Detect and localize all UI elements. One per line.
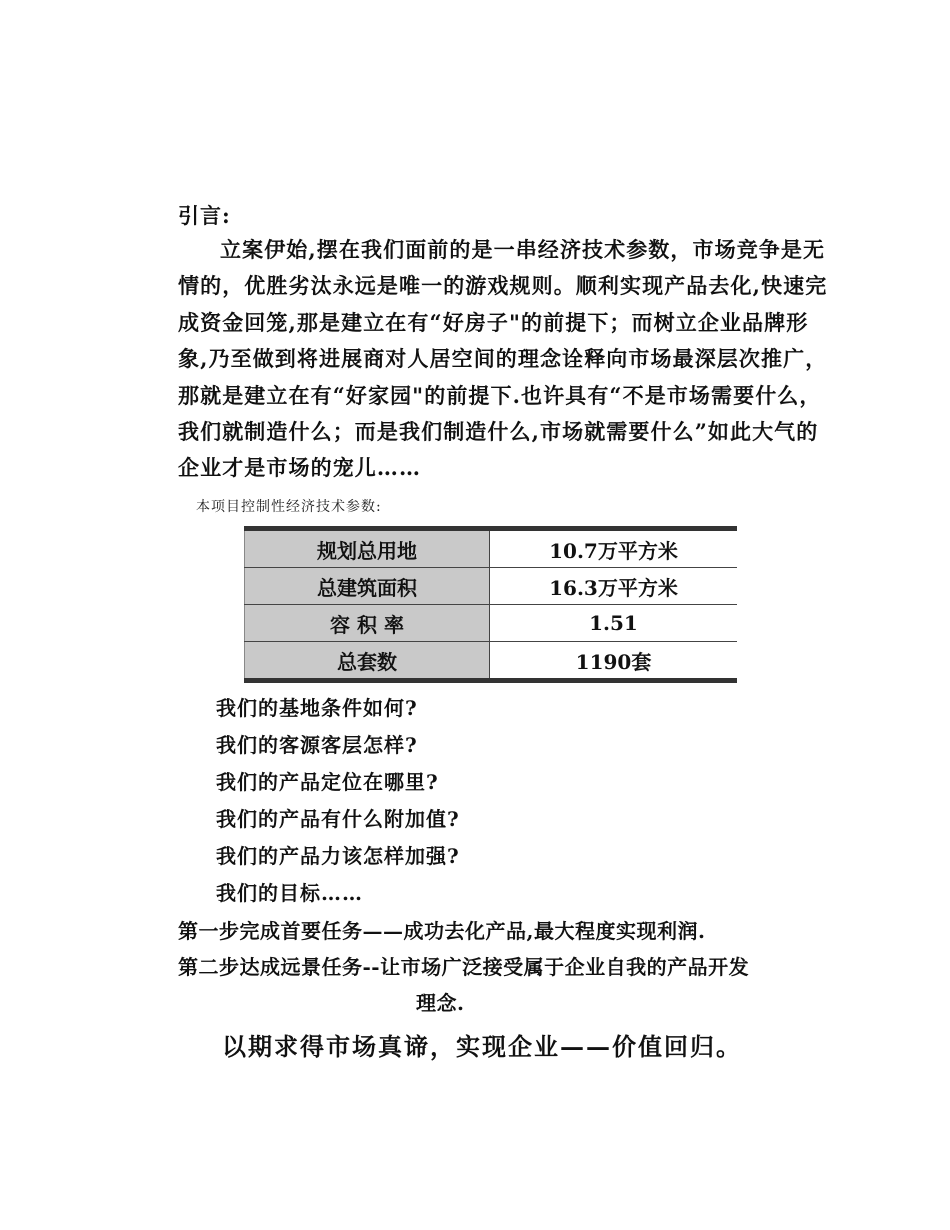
param-label: 容 积 率: [245, 605, 490, 642]
intro-line: 象,乃至做到将进展商对人居空间的理念诠释向市场最深层次推广，: [178, 346, 828, 372]
intro-line: 情的，优胜劣汰永远是唯一的游戏规则。顺利实现产品去化,快速完: [178, 273, 828, 299]
step-one: 第一步完成首要任务——成功去化产品,最大程度实现利润.: [178, 919, 706, 943]
intro-line: 那就是建立在有“好家园"的前提下.也许具有“不是市场需要什么，: [178, 382, 822, 408]
parameters-table: [244, 526, 737, 683]
question-list: [216, 690, 460, 912]
param-label: 规划总用地: [245, 529, 490, 568]
step-two-continuation: 理念.: [416, 991, 465, 1015]
table-row: [245, 568, 738, 605]
list-item: 我们的产品力该怎样加强?: [216, 844, 460, 868]
intro-line: 成资金回笼,那是建立在有“好房子"的前提下；而树立企业品牌形: [178, 309, 809, 335]
param-value: 16.3万平方米: [490, 568, 738, 605]
intro-line: 我们就制造什么；而是我们制造什么,市场就需要什么”如此大气的: [178, 419, 819, 445]
intro-line: 企业才是市场的宠儿……: [178, 455, 422, 481]
intro-paragraph: [178, 232, 828, 487]
list-item: 我们的产品有什么附加值?: [216, 807, 460, 831]
steps-block: [178, 913, 818, 1021]
closing-statement: 以期求得市场真谛，实现企业——价值回归。: [222, 1032, 742, 1061]
intro-line: 立案伊始,摆在我们面前的是一串经济技术参数，市场竞争是无: [220, 237, 826, 262]
param-value: 1.51: [490, 605, 738, 642]
table-row: [245, 605, 738, 642]
param-value: 10.7万平方米: [490, 529, 738, 568]
param-label: 总建筑面积: [245, 568, 490, 605]
list-item: 我们的目标……: [216, 881, 363, 905]
table-caption: 本项目控制性经济技术参数:: [196, 499, 382, 515]
table-row: [245, 642, 738, 681]
list-item: 我们的产品定位在哪里?: [216, 770, 439, 794]
param-label: 总套数: [245, 642, 490, 681]
list-item: 我们的基地条件如何?: [216, 696, 418, 720]
param-value: 1190套: [490, 642, 738, 681]
step-two: 第二步达成远景任务--让市场广泛接受属于企业自我的产品开发: [178, 955, 750, 979]
table-row: [245, 529, 738, 568]
section-heading: 引言:: [178, 203, 231, 228]
list-item: 我们的客源客层怎样?: [216, 733, 418, 757]
